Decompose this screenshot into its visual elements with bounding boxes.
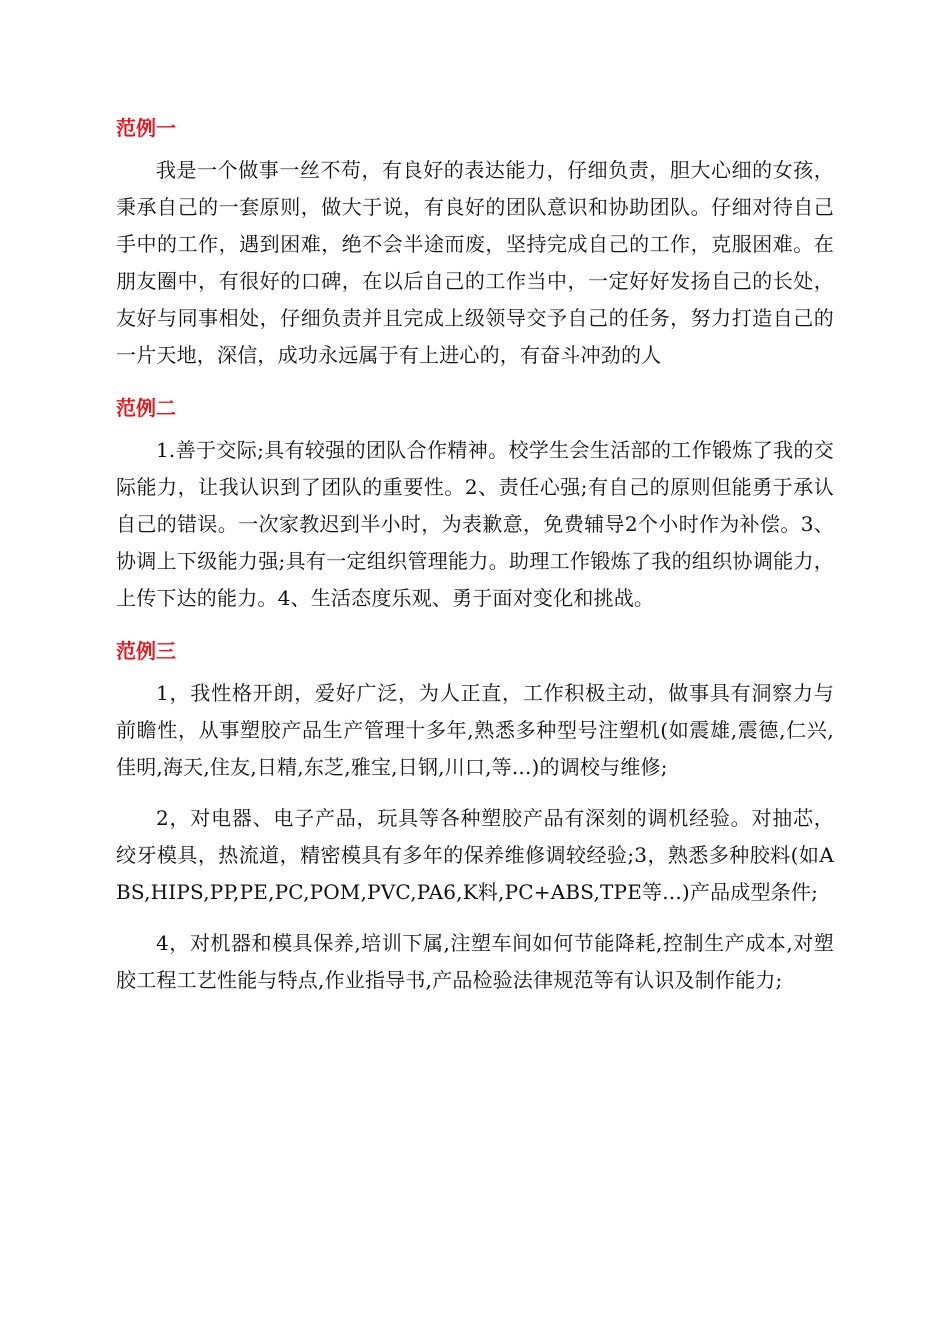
section-paragraph: 4，对机器和模具保养,培训下属,注塑车间如何节能降耗,控制生产成本,对塑胶工程工艺性能与特点,作业指导书,产品检验法律规范等有认识及制作能力; [116, 931, 834, 992]
document-page [116, 108, 834, 1013]
section-paragraph: 1.善于交际;具有较强的团队合作精神。校学生会生活部的工作锻炼了我的交际能力，让我认识到了团队的重要性。2、责任心强;有自己的原则但能勇于承认自己的错误。一次家教迟到半小时，为表歉意，免费辅导2个小时作为补偿。3、协调上下级能力强;具有一定组织管理能力。助理工作锻炼了我的组织协调能力，上传下达的能力。4、生活态度乐观、勇于面对变化和挑战。 [116, 438, 834, 610]
section-heading: 范例一 [116, 116, 176, 140]
section-paragraph: 2，对电器、电子产品，玩具等各种塑胶产品有深刻的调机经验。对抽芯，绞牙模具，热流道，精密模具有多年的保养维修调较经验;3，熟悉多种胶料(如ABS,HIPS,PP,PE,PC,POM,PVC,PA6,K料,PC+ABS,TPE等...)产品成型条件; [116, 806, 834, 904]
section-example-3 [116, 631, 834, 999]
section-heading: 范例三 [116, 639, 176, 663]
section-paragraph: 我是一个做事一丝不苟，有良好的表达能力，仔细负责，胆大心细的女孩，秉承自己的一套原则，做大于说，有良好的团队意识和协助团队。仔细对待自己手中的工作，遇到困难，绝不会半途而废，坚持完成自己的工作，克服困难。在朋友圈中，有很好的口碑，在以后自己的工作当中，一定好好发扬自己的长处，友好与同事相处，仔细负责并且完成上级领导交予自己的任务，努力打造自己的一片天地，深信，成功永远属于有上进心的，有奋斗冲劲的人 [116, 158, 834, 367]
section-example-2 [116, 388, 834, 617]
section-example-1 [116, 108, 834, 374]
section-heading: 范例二 [116, 396, 176, 420]
section-paragraph: 1，我性格开朗，爱好广泛，为人正直，工作积极主动，做事具有洞察力与前瞻性，从事塑胶产品生产管理十多年,熟悉多种型号注塑机(如震雄,震德,仁兴,佳明,海天,住友,日精,东芝,雅宝,日钢,川口,等...)的调校与维修; [116, 681, 834, 779]
